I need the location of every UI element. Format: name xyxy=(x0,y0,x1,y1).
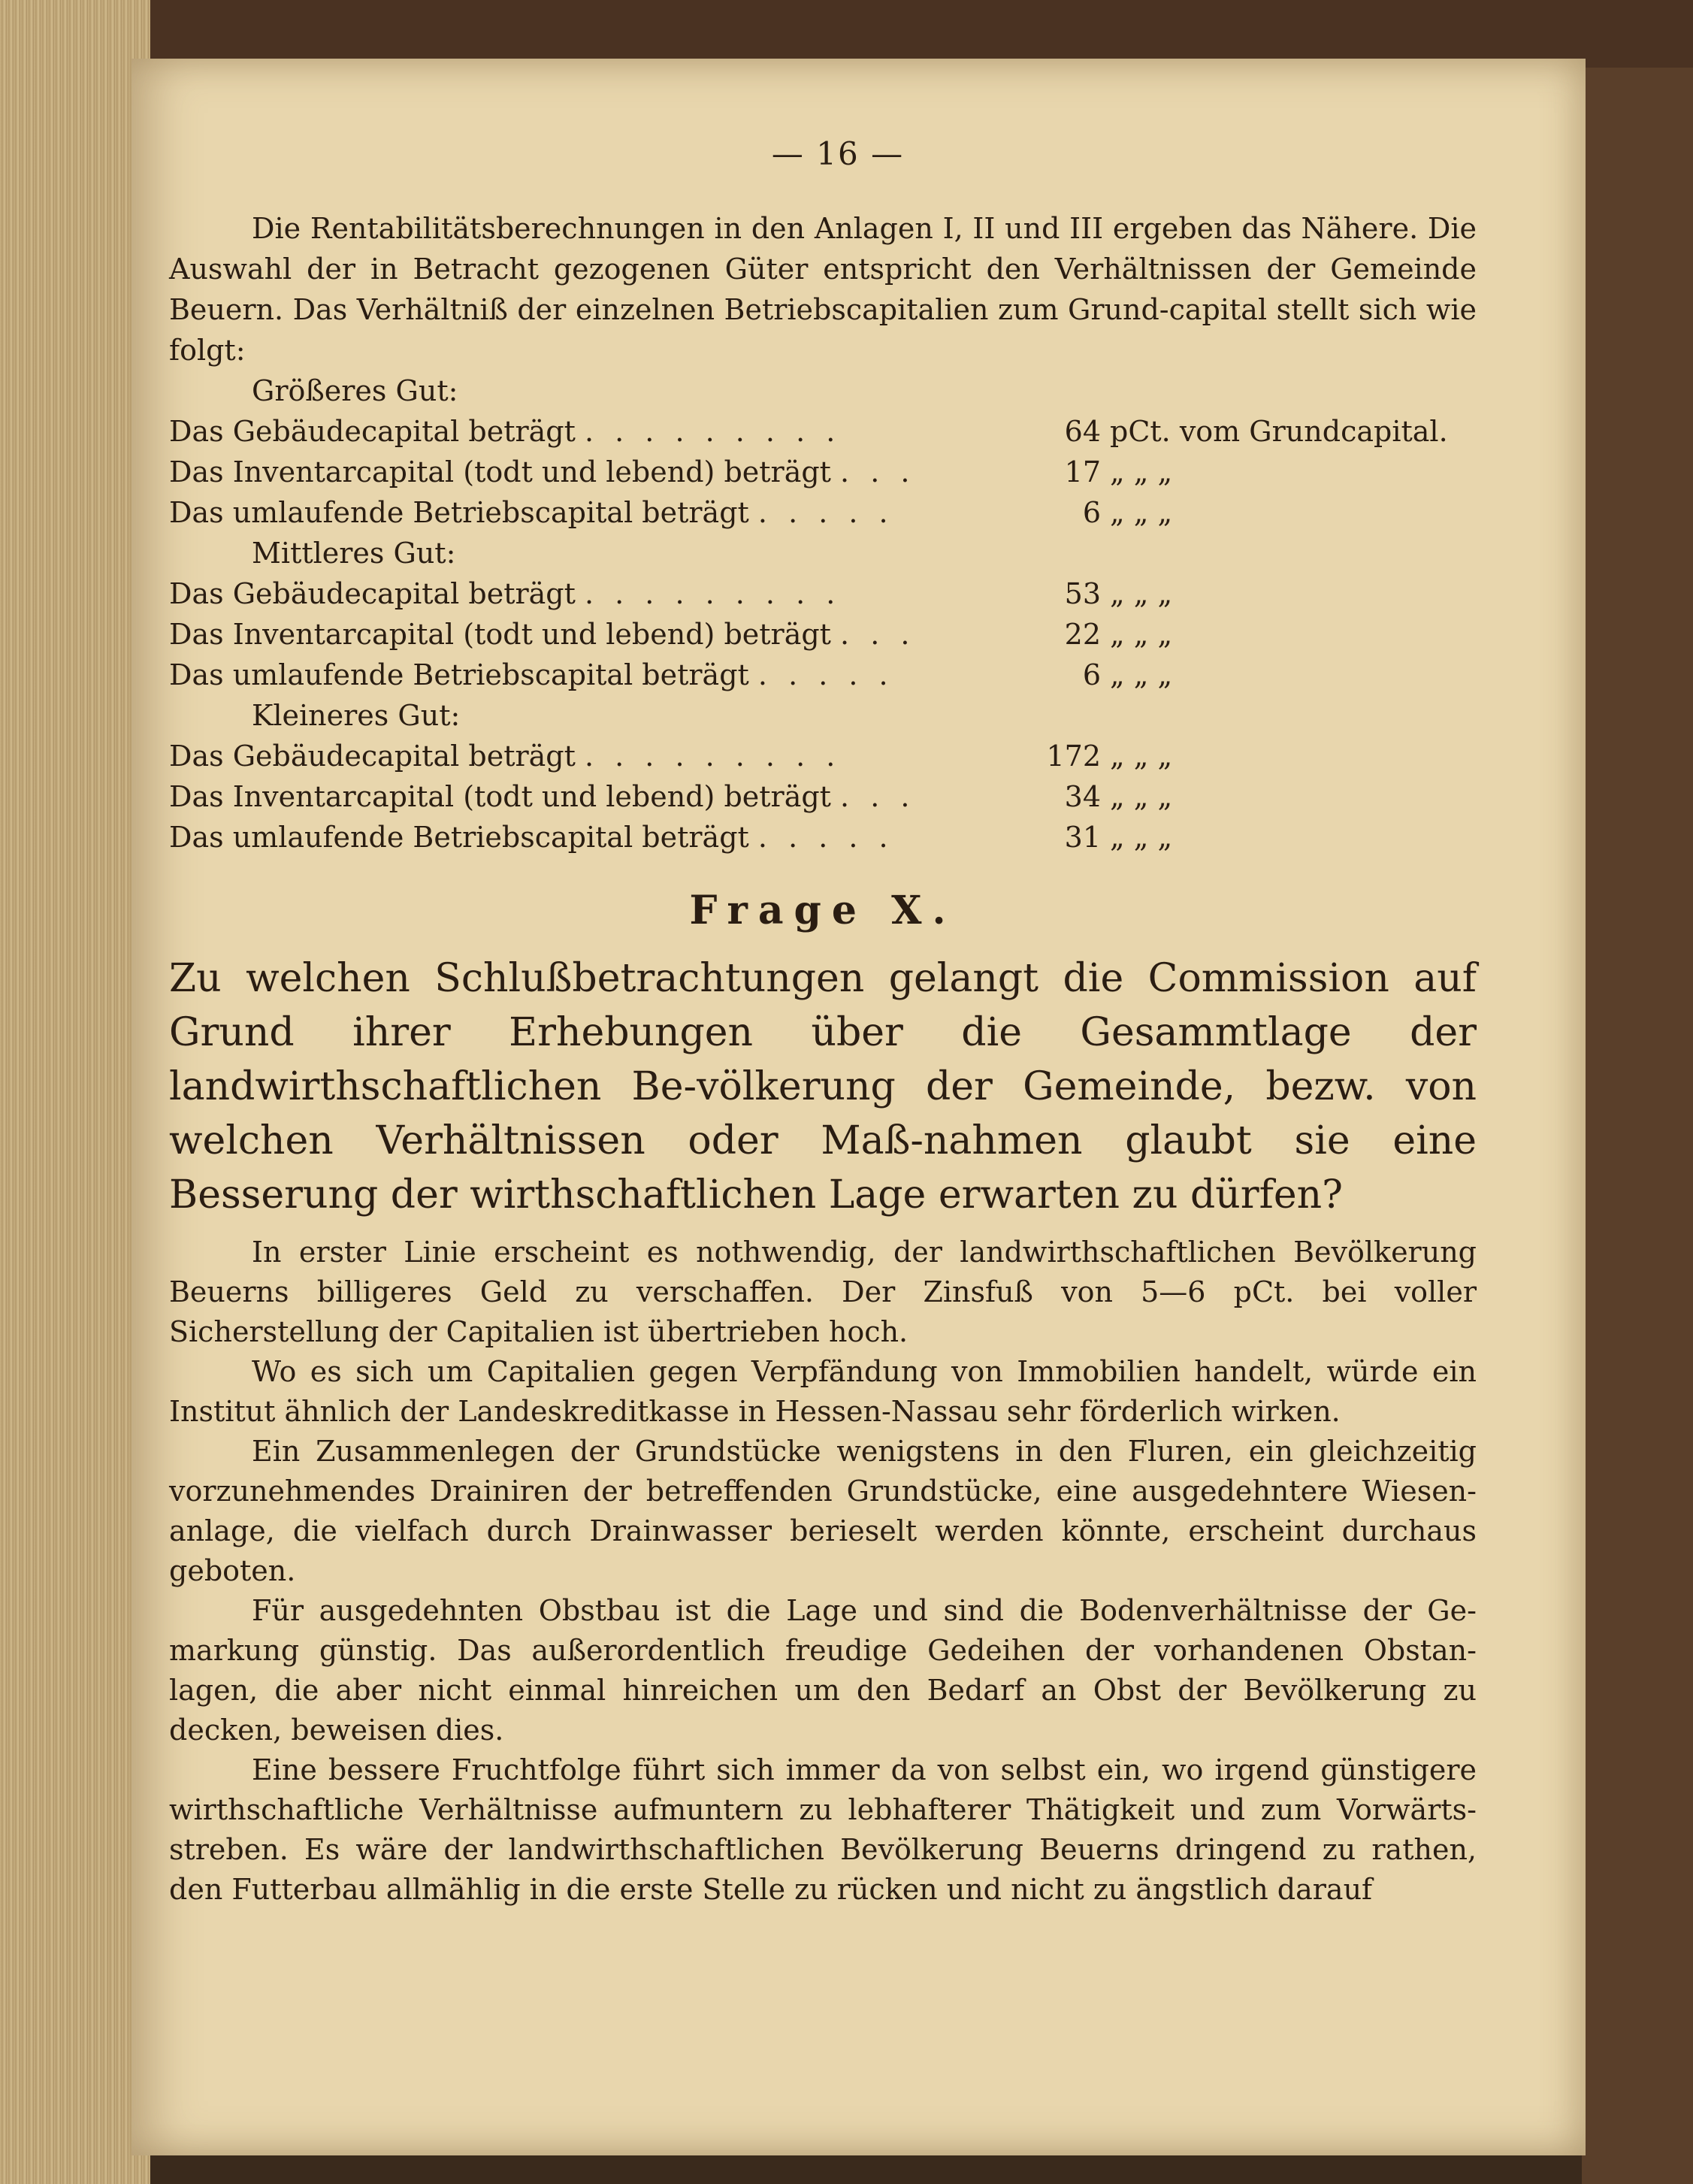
row-value: 22 xyxy=(1064,618,1101,651)
row-unit: „ „ „ xyxy=(1110,496,1173,529)
capital-table xyxy=(169,371,1477,858)
leader-dots: . . . . . . . . . xyxy=(584,577,842,610)
row-label: Das Gebäudecapital beträgt xyxy=(169,577,576,610)
table-row xyxy=(169,776,1477,817)
group-title: Größeres Gut: xyxy=(252,374,458,407)
row-unit: „ „ „ xyxy=(1110,658,1173,691)
leader-dots: . . . xyxy=(840,455,916,489)
row-label: Das umlaufende Betriebscapital beträgt xyxy=(169,658,749,691)
table-row xyxy=(169,817,1477,858)
row-label-cell xyxy=(169,736,1041,776)
leader-dots: . . . . . xyxy=(757,496,894,529)
row-label-cell xyxy=(169,614,1041,655)
table-row xyxy=(169,655,1477,695)
row-value: 6 xyxy=(1082,496,1101,529)
row-unit: „ „ „ xyxy=(1110,780,1173,813)
table-row xyxy=(169,492,1477,533)
row-unit: „ „ „ xyxy=(1110,455,1173,489)
leader-dots: . . . . . xyxy=(757,658,894,691)
row-label: Das Inventarcapital (todt und lebend) beträgt xyxy=(169,455,831,489)
leader-dots: . . . . . xyxy=(757,821,894,854)
answer-paragraph: Eine bessere Fruchtfolge führt sich immer da von selbst ein, wo irgend günstigere wirthschaftliche Verhältnisse aufmuntern zu lebhafterer Thätigkeit und zum Vorwärts-streben. Es wäre der landwirthschaftlichen Bevölkerung Beuerns dringend zu rathen, den Futterbau allmählig in die erste Stelle zu rücken und nicht zu ängstlich darauf xyxy=(169,1753,1477,1906)
row-label-cell xyxy=(169,411,1041,452)
row-label: Das Inventarcapital (todt und lebend) beträgt xyxy=(169,618,831,651)
row-label: Das Gebäudecapital beträgt xyxy=(169,415,576,448)
table-row xyxy=(169,736,1477,776)
page-content xyxy=(169,135,1477,1910)
section-heading: Frage X. xyxy=(689,888,957,933)
leader-dots: . . . . . . . . . xyxy=(584,740,842,773)
table-row xyxy=(169,411,1477,452)
leader-dots: . . . xyxy=(840,780,916,813)
row-label: Das umlaufende Betriebscapital beträgt xyxy=(169,821,749,854)
book-page-edges xyxy=(0,0,150,2184)
book-cover-edge xyxy=(1582,68,1693,2184)
row-unit: „ „ „ xyxy=(1110,740,1173,773)
row-value: 17 xyxy=(1064,455,1101,489)
question-text: Zu welchen Schlußbetrachtungen gelangt die Commission auf Grund ihrer Erhebungen über die Gesammtlage der landwirthschaftlichen Be-völkerung der Gemeinde, bezw. von welchen Verhältnissen oder Maß-nahmen glaubt sie eine Besserung der wirthschaftlichen Lage erwarten zu dürfen? xyxy=(169,956,1477,1218)
row-label-cell xyxy=(169,776,1041,817)
intro-paragraph: Die Rentabilitätsberechnungen in den Anlagen I, II und III ergeben das Nähere. Die Auswahl der in Betracht gezogenen Güter entspricht den Verhältnissen der Gemeinde Beuern. Das Verhältniß der einzelnen Betriebscapitalien zum Grund-capital stellt sich wie folgt: xyxy=(169,212,1477,367)
group-title: Mittleres Gut: xyxy=(252,537,456,570)
answer-paragraph: In erster Linie erscheint es nothwendig, der landwirthschaftlichen Bevölkerung Beuerns billigeres Geld zu verschaffen. Der Zinsfuß von 5—6 pCt. bei voller Sicherstellung der Capitalien ist übertrieben hoch. xyxy=(169,1236,1477,1348)
row-value: 31 xyxy=(1064,821,1101,854)
answer-paragraph: Ein Zusammenlegen der Grundstücke wenigstens in den Fluren, ein gleichzeitig vorzunehmendes Drainiren der betreffenden Grundstücke, eine ausgedehntere Wiesen-anlage, die vielfach durch Drainwasser berieselt werden könnte, erscheint durchaus geboten. xyxy=(169,1435,1477,1587)
row-unit: „ „ „ xyxy=(1110,577,1173,610)
answer-paragraph: Für ausgedehnten Obstbau ist die Lage und sind die Bodenverhältnisse der Ge-markung günstig. Das außerordentlich freudige Gedeihen der vorhandenen Obstan-lagen, die aber nicht einmal hinreichen um den Bedarf an Obst der Bevölkerung zu decken, beweisen dies. xyxy=(169,1594,1477,1747)
row-unit: „ „ „ xyxy=(1110,821,1173,854)
row-unit: pCt. vom Grundcapital. xyxy=(1110,415,1448,448)
row-label-cell xyxy=(169,655,1041,695)
row-unit: „ „ „ xyxy=(1110,618,1173,651)
row-label-cell xyxy=(169,817,1041,858)
leader-dots: . . . xyxy=(840,618,916,651)
answer-paragraph: Wo es sich um Capitalien gegen Verpfändung von Immobilien handelt, würde ein Institut ähnlich der Landeskreditkasse in Hessen-Nassau sehr förderlich wirken. xyxy=(169,1355,1477,1428)
row-label-cell xyxy=(169,492,1041,533)
row-value: 6 xyxy=(1082,658,1101,691)
row-value: 34 xyxy=(1064,780,1101,813)
row-label: Das Gebäudecapital beträgt xyxy=(169,740,576,773)
answer-section xyxy=(169,1233,1477,1910)
row-label: Das Inventarcapital (todt und lebend) beträgt xyxy=(169,780,831,813)
row-value: 172 xyxy=(1046,740,1101,773)
row-label: Das umlaufende Betriebscapital beträgt xyxy=(169,496,749,529)
row-value: 64 xyxy=(1064,415,1101,448)
table-row xyxy=(169,573,1477,614)
leader-dots: . . . . . . . . . xyxy=(584,415,842,448)
row-label-cell xyxy=(169,452,1041,492)
group-title: Kleineres Gut: xyxy=(252,699,461,732)
book-top-edge xyxy=(0,0,1693,68)
row-label-cell xyxy=(169,573,1041,614)
table-row xyxy=(169,614,1477,655)
table-row xyxy=(169,452,1477,492)
page-number: — 16 — xyxy=(771,135,905,172)
row-value: 53 xyxy=(1064,577,1101,610)
